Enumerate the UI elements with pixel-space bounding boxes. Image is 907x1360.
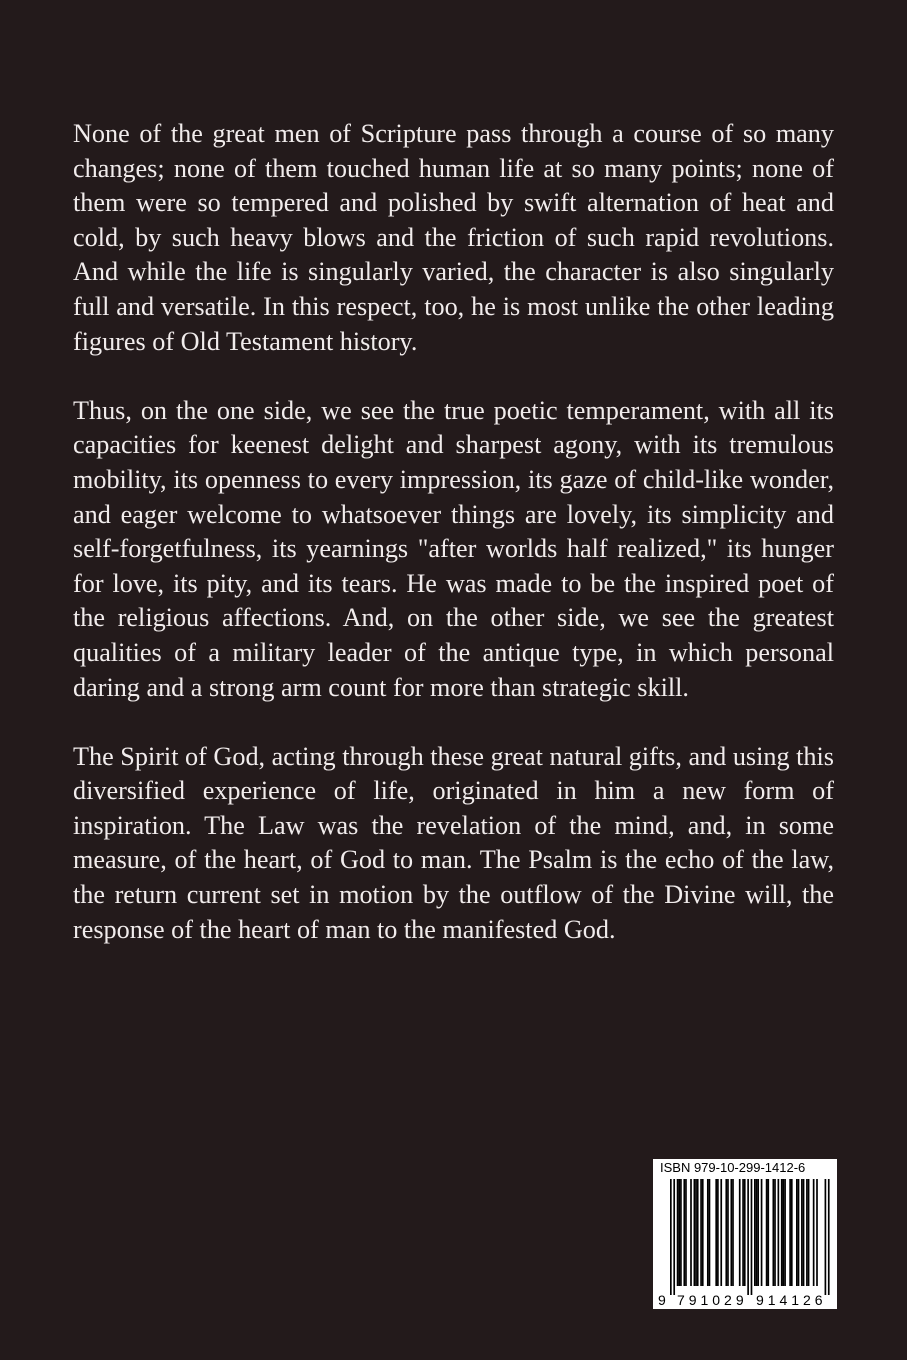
barcode-bar — [767, 1179, 769, 1286]
barcode-bar — [816, 1179, 818, 1286]
barcode-bar — [806, 1179, 808, 1286]
barcode-bar — [742, 1179, 744, 1286]
barcode-bar — [695, 1179, 697, 1286]
barcode-digit: 9 — [688, 1292, 697, 1308]
barcode-bar — [754, 1179, 756, 1286]
barcode-bar — [707, 1179, 709, 1286]
barcode-bar — [702, 1179, 704, 1286]
paragraph-3: The Spirit of God, acting through these great natural gifts, and using this diversified experience of life, originated in him a new form of inspiration. The Law was the revelation of the mind, and, in some measure, of the heart, of God to man. The Psalm is the echo of the law, the return current set in motion by the outflow of the Divine will, the response of the heart of man to the manifested God. — [73, 741, 834, 944]
barcode-digit: 9 — [735, 1292, 744, 1308]
barcode-guard-bar — [751, 1179, 753, 1295]
barcode-guard-bar — [670, 1179, 672, 1295]
paragraph-2: Thus, on the one side, we see the true poetic temperament, with all its capacities for keenest delight and sharpest agony, with its tremulous mobility, its openness to every impression, its gaze of child-like wonder, and eager welcome to whatsoever things are lovely, its simplicity and self-forgetfulness, its yearnings "after worlds half realized," its hunger for love, its pity, and its tears. He was made to be the inspired poet of the religious affections. And, on the other side, we see the greatest qualities of a military leader of the antique type, in which personal daring and a strong arm count for more than strategic skill. — [73, 395, 834, 702]
barcode-digit: 7 — [677, 1292, 685, 1308]
isbn-barcode — [653, 1159, 837, 1309]
barcode-bar — [725, 1179, 727, 1286]
barcode-bar — [784, 1179, 786, 1286]
barcode-bar — [789, 1179, 791, 1286]
barcode-bar — [766, 1179, 768, 1286]
barcode-digit: 0 — [712, 1292, 721, 1308]
barcode-bar — [774, 1179, 776, 1286]
barcode-digit: 1 — [700, 1292, 709, 1308]
paragraph-1: None of the great men of Scripture pass through a course of so many changes; none of them touched human life at so many points; none of them were so tempered and polished by swift alternation of heat and cold, by such heavy blows and the friction of such rapid revolutions. And while the life is singularly varied, the character is also singularly full and versatile. In this respect, too, he is most unlike the other leading figures of Old Testament history. — [73, 119, 834, 356]
barcode-bar — [803, 1179, 805, 1286]
barcode-bar — [677, 1179, 679, 1286]
barcode-bar — [756, 1179, 758, 1286]
barcode-bar — [778, 1179, 780, 1286]
barcode-bar — [783, 1179, 785, 1286]
barcode-digit: 2 — [724, 1292, 732, 1308]
barcode-bar — [791, 1179, 793, 1286]
barcode-bar — [717, 1179, 719, 1286]
barcode-bar — [709, 1179, 711, 1286]
barcode-guard-bar — [828, 1179, 830, 1295]
barcode-bar — [739, 1179, 741, 1286]
barcode-bar — [690, 1179, 692, 1286]
barcode-bar — [727, 1179, 729, 1286]
barcode-guard-bar — [747, 1179, 749, 1295]
barcode-bar — [813, 1179, 815, 1286]
barcode-bar — [761, 1179, 763, 1286]
barcode-bar — [781, 1179, 783, 1286]
barcode-bar — [694, 1179, 696, 1286]
barcode-bar — [683, 1179, 685, 1286]
barcode-bar — [678, 1179, 680, 1286]
back-cover-text — [73, 117, 834, 947]
barcode-bar — [772, 1179, 774, 1286]
isbn-label: ISBN 979-10-299-1412-6 — [660, 1160, 806, 1175]
barcode-bar — [720, 1179, 722, 1286]
barcode-bar — [700, 1179, 702, 1286]
barcode-graphic — [653, 1159, 837, 1309]
barcode-bar — [680, 1179, 682, 1286]
barcode-digit: 1 — [791, 1292, 800, 1308]
barcode-digit: 9 — [658, 1292, 666, 1308]
barcode-bar — [730, 1179, 732, 1286]
barcode-bar — [744, 1179, 746, 1286]
barcode-bar — [798, 1179, 800, 1286]
barcode-guard-bar — [825, 1179, 827, 1295]
barcode-digit: 1 — [767, 1292, 776, 1308]
barcode-guard-bar — [673, 1179, 675, 1295]
barcode-digit: 9 — [755, 1292, 764, 1308]
barcode-digit: 2 — [803, 1292, 811, 1308]
barcode-digit: 6 — [814, 1292, 823, 1308]
barcode-bar — [715, 1179, 717, 1286]
barcode-bar — [697, 1179, 699, 1286]
barcode-bar — [808, 1179, 810, 1286]
barcode-bar — [801, 1179, 803, 1286]
barcode-bar — [757, 1179, 759, 1286]
barcode-digit: 4 — [779, 1292, 788, 1308]
barcode-bar — [796, 1179, 798, 1286]
barcode-bar — [685, 1179, 687, 1286]
barcode-bar — [732, 1179, 734, 1286]
